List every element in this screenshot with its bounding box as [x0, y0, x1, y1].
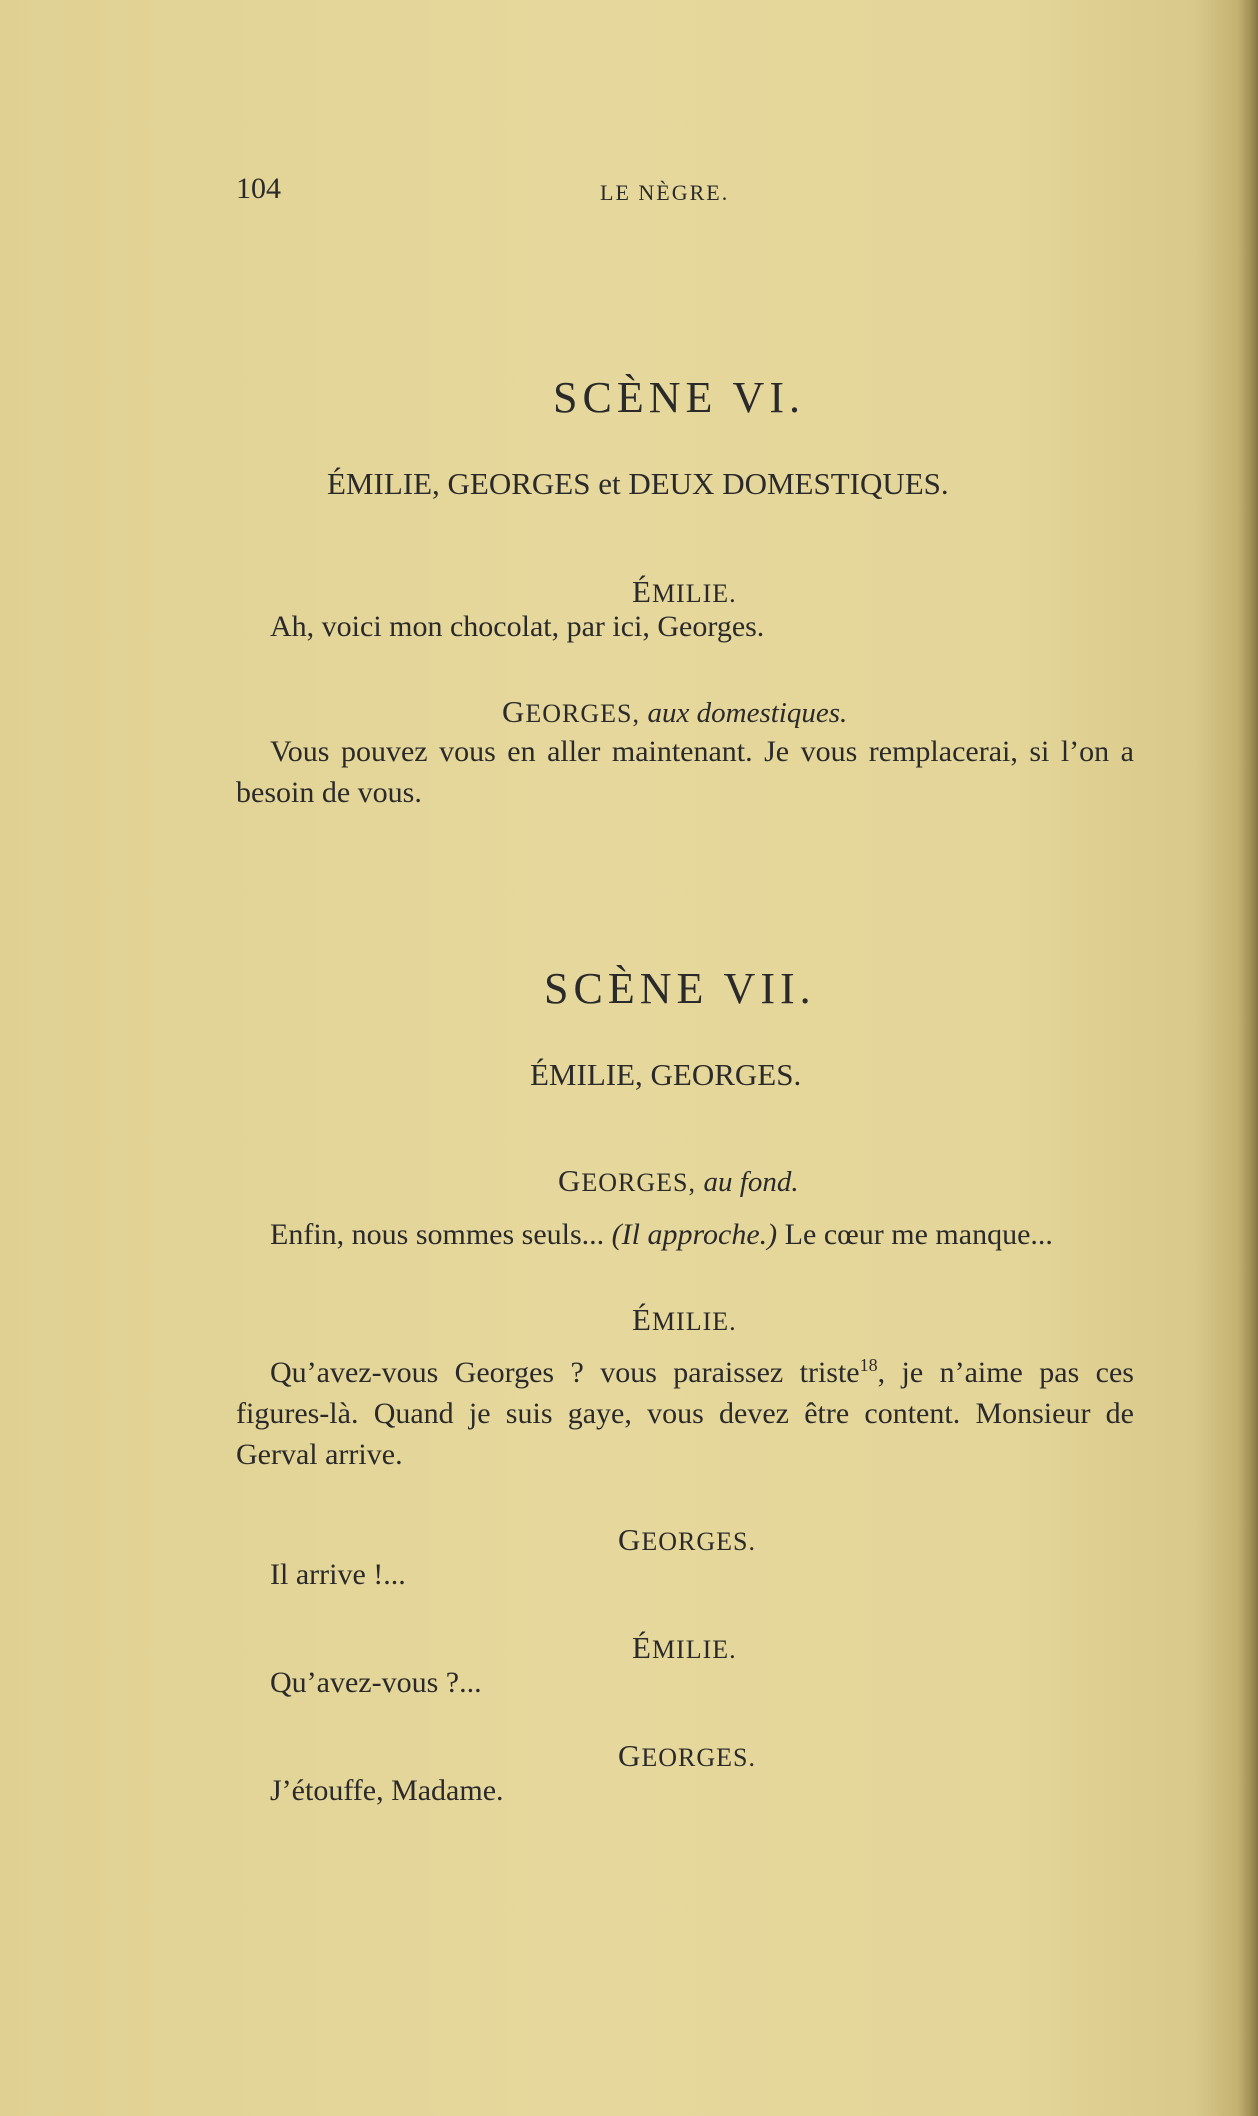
- page-edge-shadow: [1238, 0, 1258, 2116]
- speaker-initial: G: [558, 1163, 582, 1198]
- running-title: LE NÈGRE.: [600, 180, 730, 205]
- scene-7-cast: ÉMILIE, GEORGES.: [530, 1057, 802, 1092]
- speaker-rest: EORGES.: [641, 1743, 757, 1772]
- speaker-initial: G: [618, 1522, 642, 1557]
- scene-7-line-2: [236, 1352, 1134, 1475]
- scene-6-speaker-1: [632, 574, 737, 610]
- speaker-rest: EORGES,: [581, 1168, 697, 1197]
- scene-7-speaker-5: [618, 1738, 756, 1774]
- scene-6-cast: ÉMILIE, GEORGES et DEUX DOMESTIQUES.: [327, 466, 949, 501]
- scene-6-line-1: Ah, voici mon chocolat, par ici, Georges.: [270, 610, 765, 643]
- line-text: Enfin, nous sommes seuls...: [270, 1218, 605, 1251]
- speaker-initial: G: [502, 694, 526, 729]
- speaker-initial: É: [632, 1302, 652, 1337]
- page-number: 104: [236, 172, 281, 205]
- speaker-rest: MILIE.: [651, 1635, 737, 1664]
- scene-7-speaker-2: [632, 1302, 737, 1338]
- scene-6-title: SCÈNE VI.: [553, 373, 805, 422]
- speaker-rest: EORGES.: [641, 1527, 757, 1556]
- line-text: Le cœur me manque...: [784, 1218, 1053, 1251]
- speaker-initial: É: [632, 574, 652, 609]
- stage-direction: au fond.: [703, 1166, 799, 1198]
- inline-stage-direction: (Il approche.): [611, 1218, 778, 1251]
- scene-7-line-1: [270, 1218, 1053, 1252]
- scene-7-line-5: J’étouffe, Madame.: [270, 1774, 504, 1807]
- speaker-rest: MILIE.: [651, 579, 737, 608]
- speaker-rest: MILIE.: [651, 1307, 737, 1336]
- stage-direction: aux domestiques.: [647, 697, 848, 729]
- scene-6-line-2: [236, 731, 1134, 813]
- line-text: , je n’aime pas ces figures-là. Quand je suis gaye, vous devez être content. Monsieur de Gerval arrive.: [236, 1356, 1134, 1471]
- scene-6-speaker-2: [502, 694, 847, 730]
- scene-7-line-4: Qu’avez-vous ?...: [270, 1666, 482, 1699]
- scene-7-speaker-1: [558, 1163, 799, 1199]
- speaker-initial: G: [618, 1738, 642, 1773]
- speaker-initial: É: [632, 1630, 652, 1665]
- line-text: Qu’avez-vous Georges ? vous paraissez triste: [270, 1356, 860, 1389]
- footnote-marker: 18: [859, 1355, 878, 1375]
- scene-7-title: SCÈNE VII.: [544, 964, 816, 1013]
- speaker-rest: EORGES,: [525, 699, 641, 728]
- line-text: Vous pouvez vous en aller maintenant. Je vous remplacerai, si l’on a besoin de vous.: [236, 735, 1134, 809]
- scene-7-line-3: Il arrive !...: [270, 1558, 406, 1591]
- scene-7-speaker-4: [632, 1630, 737, 1666]
- scene-7-speaker-3: [618, 1522, 756, 1558]
